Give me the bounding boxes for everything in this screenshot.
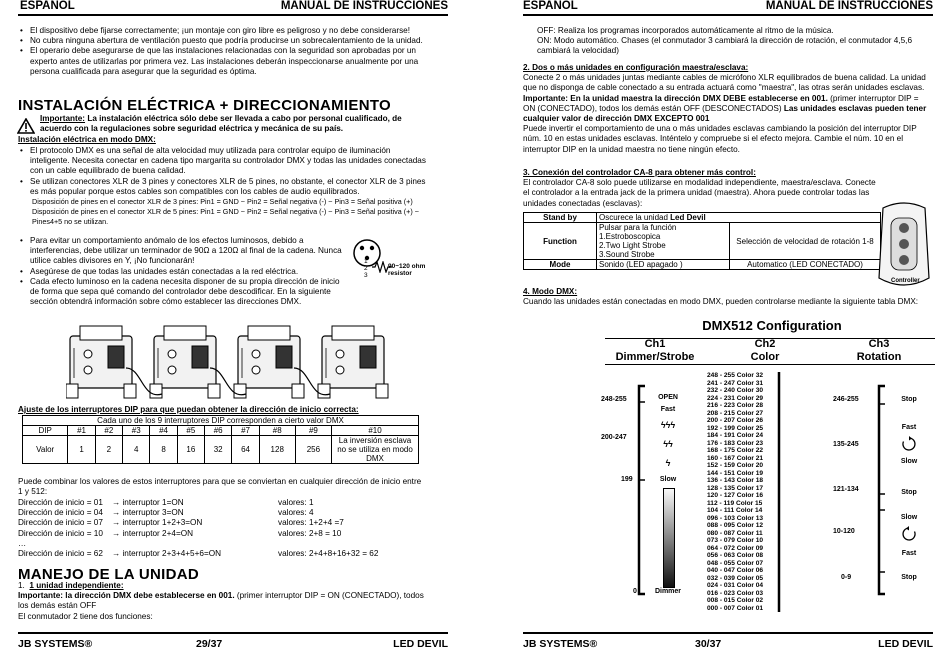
master-slave-section — [523, 63, 933, 155]
ch3-range: 121-134 — [833, 486, 859, 493]
footer-model: LED DEVIL — [393, 638, 448, 650]
bullet-text: • El operario debe asegurarse de que las instalaciones relacionadas con la seguridad son aprobadas por un experto antes de utilizarlas por primera vez. Las instalaciones deberán inspeccionarse anualmente por una persona cualificada para asegurar que la seguridad es óptima. — [20, 46, 428, 77]
color-row: 080 - 087 Color 11 — [707, 529, 763, 537]
color-row: 216 - 223 Color 28 — [707, 402, 764, 409]
important-note — [40, 114, 428, 134]
table-row — [524, 223, 881, 260]
table-cell: DIP — [23, 426, 68, 436]
address-cell: → interruptor 3=ON — [112, 508, 184, 518]
safety-bullets — [20, 26, 428, 77]
color-row: 176 - 183 Color 23 — [707, 439, 764, 447]
item-text: Puede invertir el comportamiento de una o más unidades esclavas cambiando la posición del interruptor DIP núm. 10 en estas unidades esclavas. Inténtelo y compruebe si el efecto mejora. Cambie el núm. 10 en el interruptor DIP en la unidad maestra no tiene ningún efecto. — [523, 124, 917, 154]
item-number: 1. — [18, 581, 25, 590]
bullet-text: • Asegúrese de que todas las unidades están conectadas a la red eléctrica. — [20, 267, 348, 277]
footer-brand: JB SYSTEMS® — [523, 638, 598, 650]
table-cell: Mode — [524, 260, 597, 270]
section-title: INSTALACIÓN ELÉCTRICA + DIRECCIONAMIENTO — [18, 97, 391, 114]
address-cell: Dirección de inicio = 62 — [18, 549, 103, 558]
ch1-range: 248-255 — [601, 396, 627, 403]
ch1-bracket — [635, 384, 647, 596]
chart-title: DMX512 Configuration — [702, 318, 842, 333]
dmx-config-chart — [601, 314, 937, 624]
address-cell: … — [18, 538, 27, 548]
important-text: Importante: la dirección DMX debe establecerse en 001. — [18, 591, 235, 601]
ch2-desc: Color — [750, 351, 780, 363]
table-cell: Selección de velocidad de rotación 1-8 — [730, 223, 881, 260]
important-label: Importante: — [40, 114, 86, 123]
item-text: (primer interruptor DIP = ON (CONECTADO), todos los demás están OFF (DESCONECTADOS) — [523, 93, 919, 113]
ch1-range: 199 — [621, 476, 633, 483]
cell-text: 2.Two Light Strobe — [599, 241, 666, 250]
address-cell: valores: 4 — [278, 508, 314, 518]
color-row: 056 - 063 Color 08 — [707, 552, 764, 559]
table-cell: 16 — [177, 436, 204, 464]
footer-page: 30/37 — [695, 638, 722, 650]
dip-caption: Cada uno de los 9 interruptores DIP corresponden a cierto valor DMX — [23, 416, 419, 426]
header-rule — [18, 14, 448, 16]
item-text: Conecte 2 o más unidades juntas mediante cables de micrófono XLR equilibrados de buena calidad. La unidad que no disponga de cable conectado a su entrada actuará como "maestra", las otras serán unidades esclavas. — [523, 73, 926, 93]
color-row: 064 - 072 Color 09 — [707, 544, 764, 552]
rotate-cw-icon — [901, 436, 917, 457]
ch3-label: Stop — [901, 489, 917, 496]
table-cell: #3 — [123, 426, 150, 436]
dmx-subtitle: Instalación eléctrica en modo DMX: — [18, 135, 156, 144]
address-cell: valores: 1+2+4 =7 — [278, 518, 344, 528]
item-title: 4. Modo DMX: — [523, 287, 578, 296]
cell-text: Led Devil — [670, 213, 706, 222]
color-row: 241 - 247 Color 31 — [707, 379, 764, 387]
right-page — [485, 0, 950, 654]
table-cell: #6 — [205, 426, 232, 436]
color-row: 104 - 111 Color 14 — [707, 507, 763, 514]
color-row: 192 - 199 Color 25 — [707, 424, 764, 432]
ch3-label: Slow — [900, 514, 918, 521]
table-cell: #9 — [295, 426, 331, 436]
chart-divider — [605, 364, 935, 365]
resistor-label: 90~120 ohm resistor — [388, 263, 426, 277]
dmx-mode-section — [523, 287, 933, 307]
off-text: OFF: Realiza los programas incorporados automáticamente al ritmo de la música. — [537, 26, 834, 35]
address-cell: Dirección de inicio = 07 — [18, 518, 103, 528]
item-title: 2. Dos o más unidades en configuración maestra/esclava: — [523, 63, 749, 72]
table-cell: #5 — [177, 426, 204, 436]
pin-3: Disposición de pines en el conector XLR de 3 pines: Pin1 = GND ~ Pin2 = Señal negativa (-) ~ Pin3 = Señal positiva (+) — [32, 197, 413, 207]
ch3-label: Stop — [901, 574, 917, 581]
color-row: 016 - 023 Color 03 — [707, 589, 764, 597]
item-title: 1 unidad independiente: — [29, 581, 124, 590]
ch1-label: Slow — [659, 476, 677, 483]
address-cell: valores: 2+4+8+16+32 = 62 — [278, 549, 379, 558]
address-cell: valores: 2+8 = 10 — [278, 528, 342, 538]
table-cell: 32 — [205, 436, 232, 464]
color-row: 024 - 031 Color 04 — [707, 582, 764, 589]
pin-label: 3 — [364, 272, 368, 279]
on-text: ON: Modo automático. Chases (el conmutador 3 cambiará la dirección de rotación, el conmutador 4,5,6 cambiará la velocidad) — [537, 36, 912, 56]
ch3-label: Slow — [900, 458, 918, 465]
ch3-desc: Rotation — [856, 351, 902, 363]
led-fixture — [150, 326, 220, 398]
manual-title: MANUAL DE INSTRUCCIONES — [765, 0, 933, 12]
bullet-text: • No cubra ninguna abertura de ventilación puesto que podría producirse un sobrecalentamiento de la unidad. — [20, 36, 428, 46]
color-row: 248 - 255 Color 32 — [707, 372, 764, 379]
ch1-label: Dimmer — [654, 588, 682, 595]
color-row: 144 - 151 Color 19 — [707, 469, 764, 477]
bullet-text: • Se utilizan conectores XLR de 3 pines y conectores XLR de 5 pines, no obstante, el conector XLR de 3 pines es más popular porque estos cables son compatibles con los cables de audio equilibrados. — [20, 177, 428, 197]
color-row: 224 - 231 Color 29 — [707, 394, 764, 402]
pin-label: 2 — [364, 265, 368, 272]
color-row: 008 - 015 Color 02 — [707, 597, 764, 604]
table-cell: 1 — [68, 436, 95, 464]
footer-page: 29/37 — [196, 638, 223, 650]
page-language: ESPAÑOL — [523, 0, 578, 12]
address-cell: → interruptor 2+3+4+5+6=ON — [112, 549, 222, 558]
color-row: 073 - 079 Color 10 — [707, 537, 764, 544]
strobe-icon: ϟϟϟ — [660, 420, 676, 430]
controller-label: Controller — [891, 278, 920, 284]
table-cell: 256 — [295, 436, 331, 464]
item-title: 3. Conexión del controlador CA-8 para obtener más control: — [523, 168, 756, 177]
dip-table — [22, 415, 419, 464]
color-row: 184 - 191 Color 24 — [707, 432, 764, 439]
pin-5: Disposición de pines en el conector XLR de 5 pines: Pin1 = GND ~ Pin2 = Señal negativa (-) ~ Pin3 = Señal positiva (+) ~ Pines4+5 no se utilizan. — [32, 207, 419, 227]
table-cell: Stand by — [524, 213, 597, 223]
address-cell: Dirección de inicio = 10 — [18, 528, 103, 538]
strobe-icon: ϟ — [665, 458, 671, 468]
address-cell: → interruptor 1+2+3=ON — [112, 518, 203, 528]
table-cell: 64 — [232, 436, 259, 464]
color-row: 040 - 047 Color 06 — [707, 567, 764, 574]
item-text: Cuando las unidades están conectadas en modo DMX, pueden controlarse mediante la siguiente tabla DMX: — [523, 297, 919, 307]
ch1-range: 0 — [633, 588, 637, 595]
fixture-chain-illustration — [66, 318, 436, 413]
table-cell — [597, 213, 881, 223]
ch3-label: Stop — [901, 396, 917, 403]
ch1-name: Ch1 — [644, 338, 666, 350]
color-row: 152 - 159 Color 20 — [707, 462, 764, 469]
table-row — [524, 213, 881, 223]
table-row — [524, 260, 881, 270]
ch3-label: Fast — [901, 424, 917, 431]
ch3-label: Fast — [901, 550, 917, 557]
color-row: 128 - 135 Color 17 — [707, 484, 764, 492]
section-title: MANEJO DE LA UNIDAD — [18, 566, 199, 583]
color-row: 136 - 143 Color 18 — [707, 477, 764, 484]
cell-text: 1.Estroboscopica — [599, 232, 661, 241]
table-cell: 8 — [150, 436, 177, 464]
header-rule — [523, 14, 933, 16]
cell-text: 3.Sound Strobe — [599, 250, 655, 259]
color-row: 168 - 175 Color 22 — [707, 447, 764, 454]
color-row: 088 - 095 Color 12 — [707, 522, 764, 529]
table-cell: Function — [524, 223, 597, 260]
footer-model: LED DEVIL — [878, 638, 933, 650]
important-text: La instalación eléctrica sólo debe ser llevada a cabo por personal cualificado, de acuerdo con la regulaciones sobre seguridad eléctrica y mecánica de su país. — [40, 114, 402, 134]
ch2-name: Ch2 — [754, 338, 776, 350]
dip-title: Ajuste de los interruptores DIP para que puedan obtener la dirección de inicio correcta: — [18, 405, 359, 414]
color-row: 232 - 240 Color 30 — [707, 387, 764, 394]
ch3-range: 246-255 — [833, 396, 859, 403]
color-row: 208 - 215 Color 27 — [707, 409, 764, 417]
footer-rule — [18, 632, 448, 634]
ch3-range: 10-120 — [833, 528, 855, 535]
table-cell: La inversión esclava no se utiliza en modo DMX — [332, 436, 419, 464]
color-row: 112 - 119 Color 15 — [707, 499, 763, 507]
item-text: (primer interruptor DIP = ON (CONECTADO), todos los demás están OFF — [18, 591, 424, 611]
manual-title: MANUAL DE INSTRUCCIONES — [280, 0, 448, 12]
ch3-range: 0-9 — [841, 574, 852, 581]
standalone-section — [18, 581, 428, 622]
footer-brand: JB SYSTEMS® — [18, 638, 93, 650]
address-cell: Dirección de inicio = 04 — [18, 508, 103, 518]
cell-text: Pulsar para la función — [599, 223, 677, 232]
color-row: 096 - 103 Color 13 — [707, 514, 764, 522]
ch2-bracket — [775, 372, 783, 612]
ch1-label: Fast — [660, 406, 676, 413]
color-row: 160 - 167 Color 21 — [707, 454, 764, 462]
ch1-desc: Dimmer/Strobe — [615, 351, 695, 363]
table-cell: #10 — [332, 426, 419, 436]
rotate-ccw-icon — [901, 526, 917, 547]
ca8-table — [523, 212, 881, 270]
important-text: Las unidades esclavas pueden tener cualquier valor de dirección DMX EXCEPTO 001 — [523, 103, 927, 124]
switch2-functions — [537, 26, 933, 57]
led-fixture — [66, 326, 136, 398]
item-text: El conmutador 2 tiene dos funciones: — [18, 611, 153, 621]
table-cell: #2 — [95, 426, 122, 436]
combine-text: Puede combinar los valores de estos interruptores para que se conviertan en cualquier dirección de inicio entre 1 y 512: — [18, 477, 422, 497]
ch3-bracket — [875, 384, 887, 596]
dmx-bullets — [20, 146, 428, 227]
table-cell: #8 — [259, 426, 295, 436]
color-row: 200 - 207 Color 26 — [707, 417, 764, 424]
led-fixture — [318, 326, 388, 398]
table-cell: #1 — [68, 426, 95, 436]
dimmer-gradient — [663, 488, 675, 588]
table-cell: Valor — [23, 436, 68, 464]
address-cell: valores: 1 — [278, 498, 314, 507]
table-cell: 128 — [259, 436, 295, 464]
dmx-bullets-2 — [20, 236, 348, 307]
bullet-text: • Para evitar un comportamiento anómalo de los efectos luminosos, debido a interferencias, debe utilizar un terminador de 90Ω a 120Ω al final de la cadena. Nunca utilice cables divisores en Y, ¡No funcionarán! — [20, 236, 348, 267]
table-cell: #4 — [150, 426, 177, 436]
table-row — [23, 436, 419, 464]
color-row: 120 - 127 Color 16 — [707, 492, 764, 499]
color-row: 000 - 007 Color 01 — [707, 604, 764, 612]
bullet-text: • El protocolo DMX es una señal de alta velocidad muy utilizada para controlar equipo de iluminación inteligente. Necesita conectar en cadena tipo margarita su controlador DMX y todas las unidades conectadas con un cable equilibrado de buena calidad. — [20, 146, 428, 177]
important-text: Importante: En la unidad maestra la dirección DMX DEBE establecerse en 001. — [523, 93, 828, 103]
page-language: ESPAÑOL — [20, 0, 75, 12]
ch2-color-list — [707, 372, 819, 612]
bullet-text: • Cada efecto luminoso en la cadena necesita disponer de su propia dirección de inicio de forma que sepa qué comando del controlador debe descodificar. En la siguiente sección obtendrá información sobre cómo establecer las direcciones DMX. — [20, 277, 348, 308]
item-text: El controlador CA-8 solo puede utilizarse en modalidad independiente, maestra/esclava. Conecte el controlador a la entrada jack de la primera unidad (maestra). Ahora puede controlar todas las unidades conectadas (esclavas): — [523, 178, 876, 208]
led-fixture — [234, 326, 304, 398]
ch1-label: OPEN — [658, 394, 678, 401]
ch1-range: 200-247 — [601, 434, 627, 441]
bullet-text: • El dispositivo debe fijarse correctamente; ¡un montaje con giro libre es peligroso y no debe considerarse! — [20, 26, 428, 36]
table-cell: 4 — [123, 436, 150, 464]
table-cell: 2 — [95, 436, 122, 464]
address-cell: → interruptor 1=ON — [112, 498, 184, 507]
cell-text: Oscurece la unidad — [599, 213, 671, 222]
table-cell — [597, 223, 730, 260]
color-row: 032 - 039 Color 05 — [707, 574, 764, 582]
ch3-range: 135-245 — [833, 441, 859, 448]
strobe-icon: ϟϟ — [663, 439, 673, 449]
address-cell: → interruptor 2+4=ON — [112, 528, 194, 538]
pin-label: 1 — [364, 258, 368, 265]
table-row — [23, 426, 419, 436]
pin-labels — [364, 258, 368, 279]
color-row: 048 - 055 Color 07 — [707, 559, 764, 567]
left-page — [0, 0, 465, 654]
footer-rule — [523, 632, 933, 634]
table-cell: Sonido (LED apagado ) — [597, 260, 730, 270]
address-cell: Dirección de inicio = 01 — [18, 498, 103, 507]
table-cell: Automatico (LED CONECTADO) — [730, 260, 881, 270]
controller-section — [523, 168, 881, 209]
table-cell: #7 — [232, 426, 259, 436]
ch3-name: Ch3 — [868, 338, 890, 350]
